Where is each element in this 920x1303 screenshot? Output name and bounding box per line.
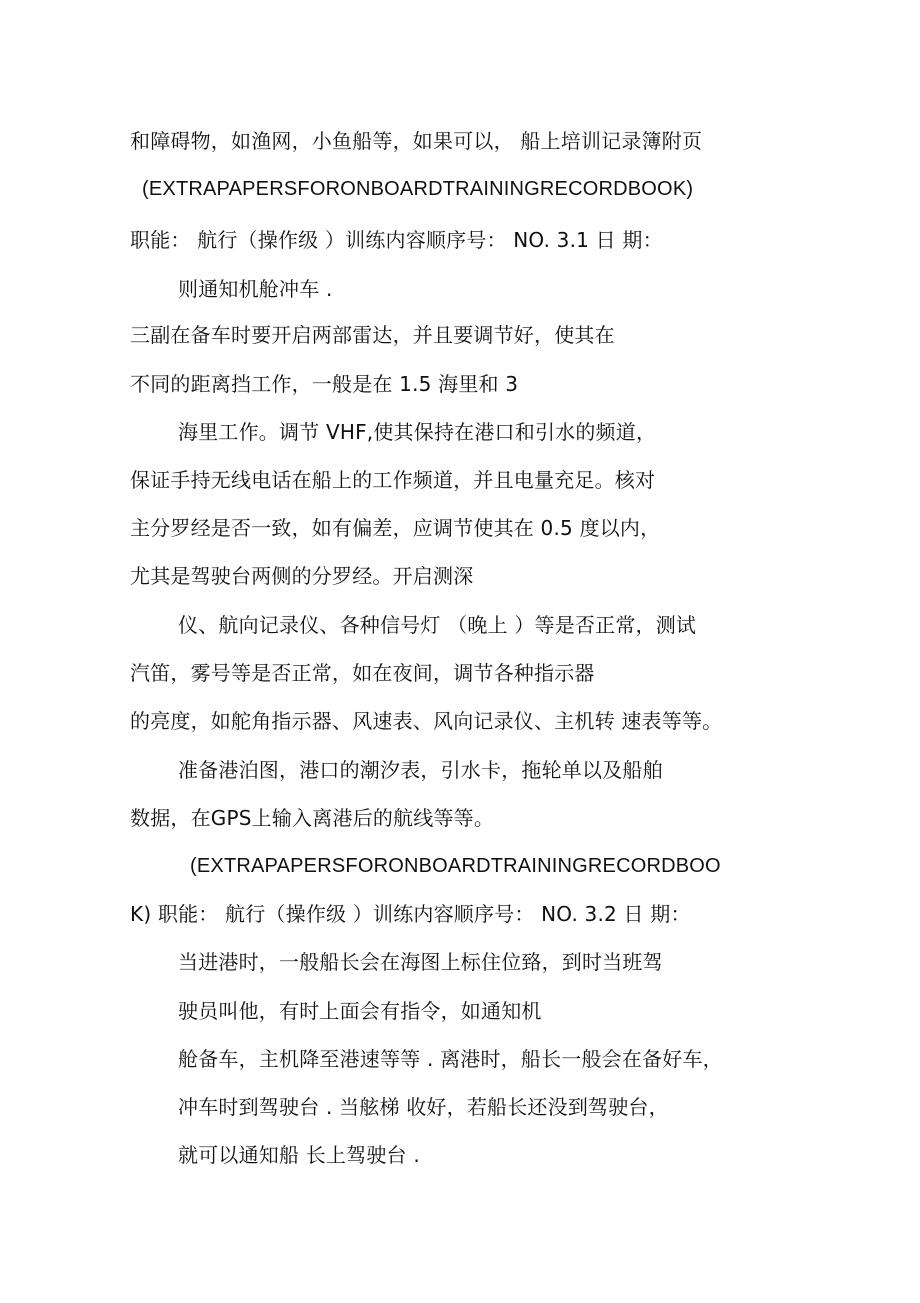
text-line: 的亮度，如舵角指示器、风速表、风向记录仪、主机转 速表等等。 [130,709,723,733]
text-line: 准备港泊图，港口的潮汐表，引水卡，拖轮单以及船舶 [178,758,663,782]
text-line: 和障碍物，如渔网，小鱼船等，如果可以， 船上培训记录簿附页 [130,129,703,153]
text-line: 保证手持无线电话在船上的工作频道，并且电量充足。核对 [130,468,656,492]
training-record-header: 职能： 航行（操作级 ）训练内容顺序号： NO. 3.1 日 期： [130,228,663,252]
text-line: 三副在备车时要开启两部雷达，并且要调节好，使其在 [130,323,615,347]
text-line: 数据，在GPS上输入离港后的航线等等。 [130,806,495,830]
text-line: 海里工作。调节 VHF,使其保持在港口和引水的频道， [178,420,657,444]
extra-papers-heading: (EXTRAPAPERSFORONBOARDTRAININGRECORDBOO [190,855,721,877]
text-line: 尤其是驾驶台两侧的分罗经。开启测深 [130,564,474,588]
text-line: 汽笛，雾号等是否正常，如在夜间，调节各种指示器 [130,661,595,685]
text-line: 仪、航向记录仪、各种信号灯 （晚上 ）等是否正常，测试 [178,613,697,637]
extra-papers-heading: (EXTRAPAPERSFORONBOARDTRAININGRECORDBOOK) [142,178,694,200]
text-line: 驶员叫他，有时上面会有指令，如通知机 [178,999,542,1023]
text-line: 则通知机舱冲车 . [178,277,333,301]
training-record-header: K) 职能： 航行（操作级 ）训练内容顺序号： NO. 3.2 日 期： [130,902,691,926]
text-line: 就可以通知船 长上驾驶台 . [178,1143,420,1167]
text-line: 主分罗经是否一致，如有偏差，应调节使其在 0.5 度以内， [130,516,661,540]
text-line: 不同的距离挡工作，一般是在 1.5 海里和 3 [130,372,519,396]
text-line: 舱备车，主机降至港速等等 . 离港时，船长一般会在备好车， [178,1047,723,1071]
text-line: 当进港时，一般船长会在海图上标住位臵，到时当班驾 [178,950,663,974]
text-line: 冲车时到驾驶台 . 当舷梯 收好，若船长还没到驾驶台， [178,1095,669,1119]
